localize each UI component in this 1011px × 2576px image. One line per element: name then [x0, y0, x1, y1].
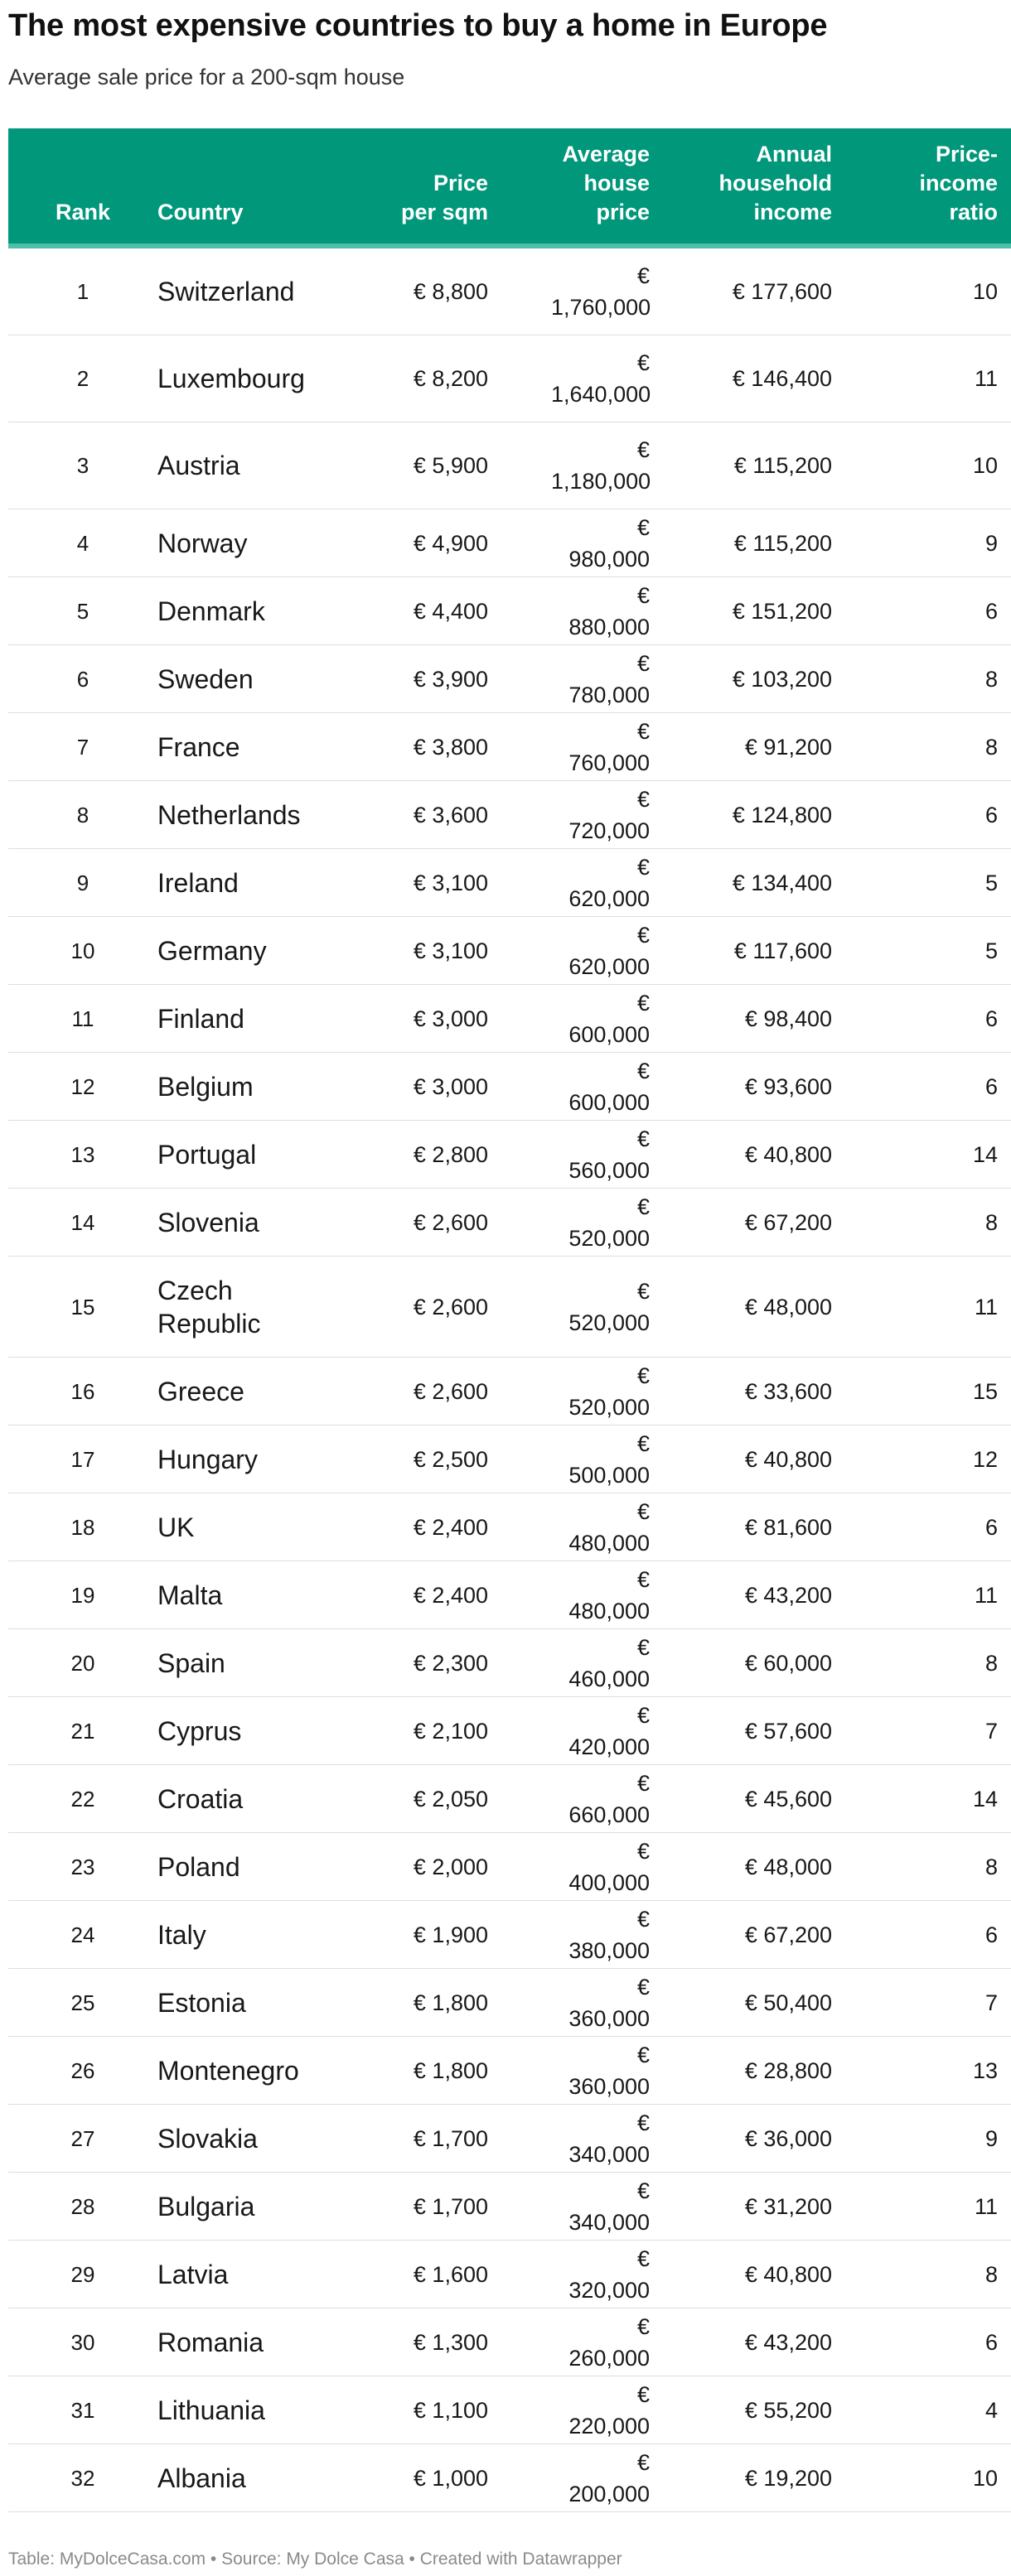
table-row: [8, 2308, 1011, 2376]
price-per-sqm-cell: € 2,800: [327, 1121, 501, 1189]
household-income-cell: € 43,200: [663, 2308, 845, 2376]
country-cell: Finland: [157, 985, 327, 1053]
price-income-ratio-cell: 8: [845, 1189, 1011, 1257]
price-per-sqm-cell: € 2,000: [327, 1833, 501, 1901]
household-income-cell: € 67,200: [663, 1189, 845, 1257]
price-per-sqm-cell: € 3,600: [327, 781, 501, 849]
price-per-sqm-cell: € 2,400: [327, 1493, 501, 1561]
price-income-ratio-cell: 5: [845, 849, 1011, 917]
table-row: [8, 2444, 1011, 2512]
rank-cell: 12: [8, 1053, 157, 1121]
price-per-sqm-cell: € 3,900: [327, 645, 501, 713]
price-per-sqm-cell: € 2,600: [327, 1358, 501, 1425]
rank-cell: 18: [8, 1493, 157, 1561]
rank-cell: 31: [8, 2376, 157, 2444]
average-house-price-cell: € 480,000: [501, 1493, 663, 1561]
table-row: [8, 1189, 1011, 1257]
household-income-cell: € 48,000: [663, 1257, 845, 1358]
country-cell: Italy: [157, 1901, 327, 1969]
country-cell: Netherlands: [157, 781, 327, 849]
table-row: [8, 645, 1011, 713]
price-per-sqm-cell: € 2,600: [327, 1257, 501, 1358]
rank-cell: 25: [8, 1969, 157, 2037]
household-income-cell: € 93,600: [663, 1053, 845, 1121]
price-per-sqm-cell: € 1,600: [327, 2241, 501, 2308]
price-income-ratio-cell: 4: [845, 2376, 1011, 2444]
price-income-ratio-cell: 6: [845, 1493, 1011, 1561]
table-row: [8, 985, 1011, 1053]
rank-cell: 5: [8, 577, 157, 645]
price-per-sqm-cell: € 1,900: [327, 1901, 501, 1969]
table-row: [8, 1358, 1011, 1425]
price-income-ratio-cell: 11: [845, 1257, 1011, 1358]
price-per-sqm-cell: € 4,900: [327, 509, 501, 577]
country-cell: Czech Republic: [157, 1257, 327, 1358]
table-row: [8, 1561, 1011, 1629]
country-cell: Montenegro: [157, 2037, 327, 2105]
household-income-cell: € 55,200: [663, 2376, 845, 2444]
average-house-price-cell: € 400,000: [501, 1833, 663, 1901]
table-row: [8, 1833, 1011, 1901]
country-cell: UK: [157, 1493, 327, 1561]
rank-cell: 6: [8, 645, 157, 713]
average-house-price-cell: € 220,000: [501, 2376, 663, 2444]
column-header-rank[interactable]: Rank: [8, 128, 157, 246]
price-income-ratio-cell: 10: [845, 2444, 1011, 2512]
price-per-sqm-cell: € 5,900: [327, 422, 501, 509]
price-per-sqm-cell: € 3,100: [327, 849, 501, 917]
country-cell: Sweden: [157, 645, 327, 713]
table-row: [8, 849, 1011, 917]
price-income-ratio-cell: 9: [845, 2105, 1011, 2173]
table-row: [8, 1493, 1011, 1561]
average-house-price-cell: € 460,000: [501, 1629, 663, 1697]
rank-cell: 10: [8, 917, 157, 985]
price-per-sqm-cell: € 1,800: [327, 2037, 501, 2105]
country-cell: Poland: [157, 1833, 327, 1901]
table-row: [8, 1121, 1011, 1189]
household-income-cell: € 40,800: [663, 2241, 845, 2308]
household-income-cell: € 40,800: [663, 1425, 845, 1493]
country-cell: Cyprus: [157, 1697, 327, 1765]
table-row: [8, 246, 1011, 335]
rank-cell: 13: [8, 1121, 157, 1189]
table-row: [8, 781, 1011, 849]
average-house-price-cell: € 880,000: [501, 577, 663, 645]
price-per-sqm-cell: € 1,000: [327, 2444, 501, 2512]
price-income-ratio-cell: 6: [845, 1901, 1011, 1969]
average-house-price-cell: € 360,000: [501, 1969, 663, 2037]
rank-cell: 8: [8, 781, 157, 849]
price-income-ratio-cell: 5: [845, 917, 1011, 985]
average-house-price-cell: € 360,000: [501, 2037, 663, 2105]
price-per-sqm-cell: € 3,800: [327, 713, 501, 781]
country-cell: Slovakia: [157, 2105, 327, 2173]
rank-cell: 24: [8, 1901, 157, 1969]
data-table: [8, 128, 1011, 2512]
household-income-cell: € 50,400: [663, 1969, 845, 2037]
price-per-sqm-cell: € 1,100: [327, 2376, 501, 2444]
table-body: [8, 246, 1011, 2512]
price-income-ratio-cell: 7: [845, 1969, 1011, 2037]
household-income-cell: € 98,400: [663, 985, 845, 1053]
average-house-price-cell: € 340,000: [501, 2173, 663, 2241]
price-per-sqm-cell: € 4,400: [327, 577, 501, 645]
country-cell: Romania: [157, 2308, 327, 2376]
average-house-price-cell: € 520,000: [501, 1358, 663, 1425]
chart-subtitle: Average sale price for a 200-sqm house: [8, 65, 405, 89]
average-house-price-cell: € 720,000: [501, 781, 663, 849]
country-cell: Denmark: [157, 577, 327, 645]
average-house-price-cell: € 260,000: [501, 2308, 663, 2376]
household-income-cell: € 117,600: [663, 917, 845, 985]
rank-cell: 14: [8, 1189, 157, 1257]
household-income-cell: € 67,200: [663, 1901, 845, 1969]
table-row: [8, 422, 1011, 509]
price-income-ratio-cell: 6: [845, 2308, 1011, 2376]
column-header-annual-household-income[interactable]: Annual household income: [663, 128, 845, 246]
price-income-ratio-cell: 11: [845, 1561, 1011, 1629]
rank-cell: 2: [8, 335, 157, 422]
rank-cell: 11: [8, 985, 157, 1053]
price-per-sqm-cell: € 3,000: [327, 985, 501, 1053]
table-row: [8, 509, 1011, 577]
table-footer-credits: Table: MyDolceCasa.com • Source: My Dolce Casa • Created with Datawrapper: [8, 2549, 622, 2569]
rank-cell: 30: [8, 2308, 157, 2376]
average-house-price-cell: € 500,000: [501, 1425, 663, 1493]
price-per-sqm-cell: € 2,050: [327, 1765, 501, 1833]
price-income-ratio-cell: 8: [845, 645, 1011, 713]
country-cell: Ireland: [157, 849, 327, 917]
price-per-sqm-cell: € 3,100: [327, 917, 501, 985]
rank-cell: 20: [8, 1629, 157, 1697]
average-house-price-cell: € 1,640,000: [501, 335, 663, 422]
table-row: [8, 1053, 1011, 1121]
price-income-ratio-cell: 11: [845, 2173, 1011, 2241]
price-income-ratio-cell: 14: [845, 1121, 1011, 1189]
table-row: [8, 2241, 1011, 2308]
country-cell: Croatia: [157, 1765, 327, 1833]
rank-cell: 16: [8, 1358, 157, 1425]
price-per-sqm-cell: € 2,100: [327, 1697, 501, 1765]
household-income-cell: € 48,000: [663, 1833, 845, 1901]
price-per-sqm-cell: € 3,000: [327, 1053, 501, 1121]
price-per-sqm-cell: € 8,200: [327, 335, 501, 422]
rank-cell: 27: [8, 2105, 157, 2173]
country-cell: Belgium: [157, 1053, 327, 1121]
country-cell: Norway: [157, 509, 327, 577]
rank-cell: 23: [8, 1833, 157, 1901]
household-income-cell: € 19,200: [663, 2444, 845, 2512]
price-income-ratio-cell: 13: [845, 2037, 1011, 2105]
average-house-price-cell: € 1,760,000: [501, 246, 663, 335]
household-income-cell: € 115,200: [663, 509, 845, 577]
table-row: [8, 1969, 1011, 2037]
country-cell: Slovenia: [157, 1189, 327, 1257]
average-house-price-cell: € 620,000: [501, 917, 663, 985]
country-cell: France: [157, 713, 327, 781]
column-header-price-income-ratio[interactable]: Price- income ratio: [845, 128, 1011, 246]
average-house-price-cell: € 760,000: [501, 713, 663, 781]
rank-cell: 32: [8, 2444, 157, 2512]
household-income-cell: € 177,600: [663, 246, 845, 335]
table-row: [8, 2105, 1011, 2173]
rank-cell: 15: [8, 1257, 157, 1358]
rank-cell: 29: [8, 2241, 157, 2308]
price-income-ratio-cell: 10: [845, 422, 1011, 509]
rank-cell: 19: [8, 1561, 157, 1629]
price-income-ratio-cell: 8: [845, 2241, 1011, 2308]
household-income-cell: € 146,400: [663, 335, 845, 422]
average-house-price-cell: € 980,000: [501, 509, 663, 577]
household-income-cell: € 115,200: [663, 422, 845, 509]
header-row: [8, 128, 1011, 246]
price-per-sqm-cell: € 1,300: [327, 2308, 501, 2376]
price-income-ratio-cell: 12: [845, 1425, 1011, 1493]
average-house-price-cell: € 480,000: [501, 1561, 663, 1629]
table-row: [8, 1765, 1011, 1833]
price-income-ratio-cell: 9: [845, 509, 1011, 577]
price-income-ratio-cell: 11: [845, 335, 1011, 422]
rank-cell: 9: [8, 849, 157, 917]
column-header-price-per-sqm[interactable]: Price per sqm: [327, 128, 501, 246]
average-house-price-cell: € 600,000: [501, 1053, 663, 1121]
average-house-price-cell: € 420,000: [501, 1697, 663, 1765]
rank-cell: 1: [8, 246, 157, 335]
average-house-price-cell: € 1,180,000: [501, 422, 663, 509]
household-income-cell: € 124,800: [663, 781, 845, 849]
household-income-cell: € 33,600: [663, 1358, 845, 1425]
household-income-cell: € 40,800: [663, 1121, 845, 1189]
country-cell: Albania: [157, 2444, 327, 2512]
country-cell: Malta: [157, 1561, 327, 1629]
price-per-sqm-cell: € 1,700: [327, 2173, 501, 2241]
household-income-cell: € 60,000: [663, 1629, 845, 1697]
price-income-ratio-cell: 8: [845, 1629, 1011, 1697]
rank-cell: 28: [8, 2173, 157, 2241]
table-row: [8, 917, 1011, 985]
table-row: [8, 1629, 1011, 1697]
average-house-price-cell: € 660,000: [501, 1765, 663, 1833]
table-row: [8, 2173, 1011, 2241]
rank-cell: 22: [8, 1765, 157, 1833]
country-cell: Germany: [157, 917, 327, 985]
chart-title: The most expensive countries to buy a home in Europe: [8, 8, 828, 43]
country-cell: Lithuania: [157, 2376, 327, 2444]
price-per-sqm-cell: € 2,500: [327, 1425, 501, 1493]
household-income-cell: € 36,000: [663, 2105, 845, 2173]
rank-cell: 26: [8, 2037, 157, 2105]
price-income-ratio-cell: 14: [845, 1765, 1011, 1833]
country-cell: Austria: [157, 422, 327, 509]
price-per-sqm-cell: € 2,400: [327, 1561, 501, 1629]
household-income-cell: € 81,600: [663, 1493, 845, 1561]
price-income-ratio-cell: 6: [845, 985, 1011, 1053]
rank-cell: 21: [8, 1697, 157, 1765]
average-house-price-cell: € 520,000: [501, 1257, 663, 1358]
average-house-price-cell: € 340,000: [501, 2105, 663, 2173]
price-income-ratio-cell: 10: [845, 246, 1011, 335]
average-house-price-cell: € 320,000: [501, 2241, 663, 2308]
country-cell: Estonia: [157, 1969, 327, 2037]
rank-cell: 7: [8, 713, 157, 781]
price-income-ratio-cell: 6: [845, 577, 1011, 645]
table-row: [8, 1425, 1011, 1493]
household-income-cell: € 43,200: [663, 1561, 845, 1629]
rank-cell: 4: [8, 509, 157, 577]
table-row: [8, 2376, 1011, 2444]
household-income-cell: € 28,800: [663, 2037, 845, 2105]
average-house-price-cell: € 780,000: [501, 645, 663, 713]
table-row: [8, 1901, 1011, 1969]
household-income-cell: € 103,200: [663, 645, 845, 713]
country-cell: Latvia: [157, 2241, 327, 2308]
table-row: [8, 713, 1011, 781]
average-house-price-cell: € 600,000: [501, 985, 663, 1053]
rank-cell: 3: [8, 422, 157, 509]
average-house-price-cell: € 620,000: [501, 849, 663, 917]
column-header-country[interactable]: Country: [157, 128, 327, 246]
price-per-sqm-cell: € 2,600: [327, 1189, 501, 1257]
country-cell: Bulgaria: [157, 2173, 327, 2241]
price-income-ratio-cell: 8: [845, 1833, 1011, 1901]
column-header-average-house-price[interactable]: Average house price: [501, 128, 663, 246]
country-cell: Spain: [157, 1629, 327, 1697]
price-income-ratio-cell: 8: [845, 713, 1011, 781]
price-per-sqm-cell: € 1,800: [327, 1969, 501, 2037]
price-per-sqm-cell: € 1,700: [327, 2105, 501, 2173]
table-row: [8, 2037, 1011, 2105]
table-row: [8, 335, 1011, 422]
table-row: [8, 1257, 1011, 1358]
country-cell: Portugal: [157, 1121, 327, 1189]
table-row: [8, 1697, 1011, 1765]
country-cell: Switzerland: [157, 246, 327, 335]
price-per-sqm-cell: € 2,300: [327, 1629, 501, 1697]
price-per-sqm-cell: € 8,800: [327, 246, 501, 335]
price-income-ratio-cell: 6: [845, 1053, 1011, 1121]
price-income-ratio-cell: 15: [845, 1358, 1011, 1425]
average-house-price-cell: € 380,000: [501, 1901, 663, 1969]
price-income-ratio-cell: 7: [845, 1697, 1011, 1765]
household-income-cell: € 57,600: [663, 1697, 845, 1765]
household-income-cell: € 134,400: [663, 849, 845, 917]
household-income-cell: € 31,200: [663, 2173, 845, 2241]
average-house-price-cell: € 200,000: [501, 2444, 663, 2512]
average-house-price-cell: € 560,000: [501, 1121, 663, 1189]
household-income-cell: € 151,200: [663, 577, 845, 645]
household-income-cell: € 91,200: [663, 713, 845, 781]
price-income-ratio-cell: 6: [845, 781, 1011, 849]
country-cell: Greece: [157, 1358, 327, 1425]
household-income-cell: € 45,600: [663, 1765, 845, 1833]
country-cell: Luxembourg: [157, 335, 327, 422]
table-row: [8, 577, 1011, 645]
country-cell: Hungary: [157, 1425, 327, 1493]
rank-cell: 17: [8, 1425, 157, 1493]
average-house-price-cell: € 520,000: [501, 1189, 663, 1257]
